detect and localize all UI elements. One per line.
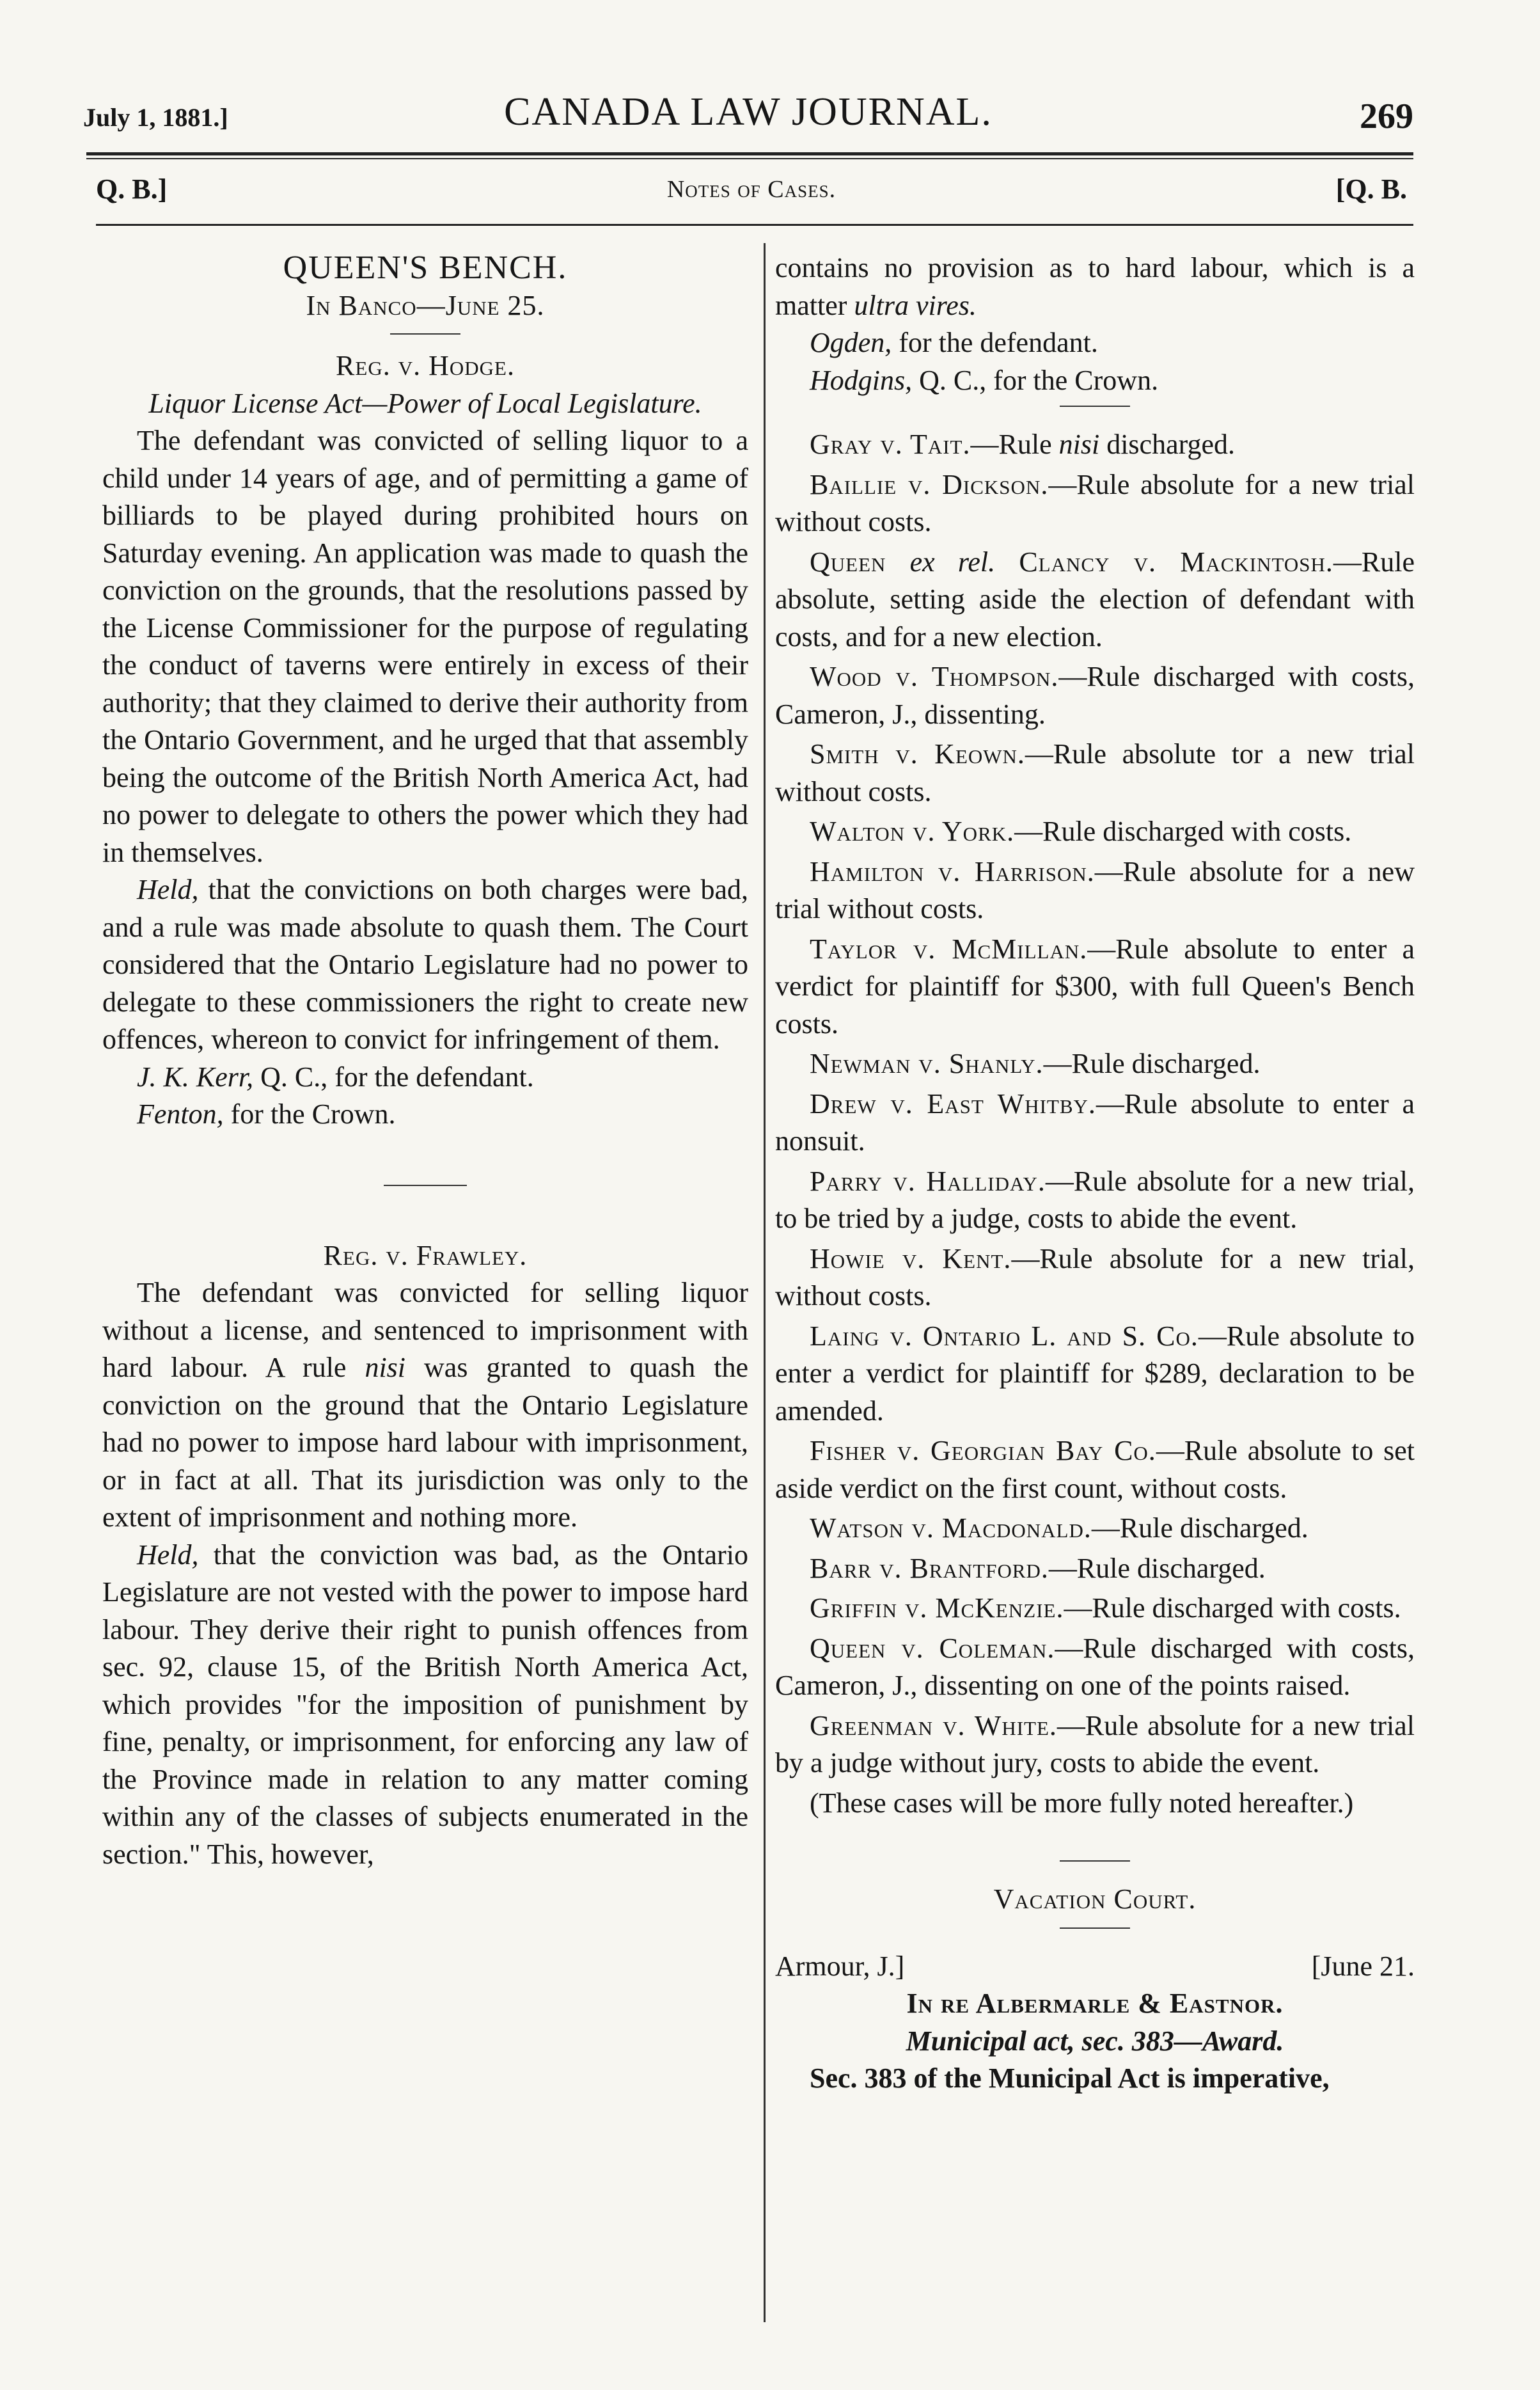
counsel-role: Q. C., for the defendant.	[253, 1061, 534, 1093]
case-entry-title: Fisher v. Georgian Bay Co.	[810, 1435, 1156, 1466]
case-entry	[775, 1318, 1415, 1430]
case-subject-hodge: Liquor License Act—Power of Local Legislature.	[148, 387, 702, 419]
counsel-role: for the Crown.	[223, 1098, 396, 1130]
court-heading: QUEEN'S BENCH.	[283, 249, 568, 286]
case-entry-ruling: —Rule absolute for a new trial without costs.	[775, 468, 1415, 537]
case-subject-albermarle: Municipal act, sec. 383—Award.	[906, 2025, 1284, 2057]
case-entry-title: Newman v. Shanly.	[810, 1048, 1044, 1079]
held-word: Held,	[137, 874, 199, 905]
note-paragraph: (These cases will be more fully noted hereafter.)	[810, 1787, 1354, 1819]
case-entry-title: Wood v. Thompson.	[810, 661, 1059, 692]
case-text: was granted to quash the conviction on the ground that the Ontario Legislature had no power to impose hard labour with imprisonment, or in fact at all. That its jurisdiction was only to the extent of imprisonment and nothing more.	[102, 1352, 748, 1533]
judge-date: [June 21.	[1311, 1950, 1415, 1982]
held-word: Held,	[137, 1539, 199, 1571]
case-entry-ruling: —Rule absolute to enter a verdict for plaintiff for $300, with full Queen's Bench costs.	[775, 933, 1415, 1040]
case-entry-title: Parry v. Halliday.	[810, 1165, 1046, 1197]
section-rule	[96, 224, 1413, 226]
right-column	[775, 249, 1415, 2098]
continuation-paragraph	[775, 249, 1415, 324]
case-entry-title: Drew v. East Whitby.	[810, 1088, 1096, 1120]
case-entry-ruling: —Rule discharged with costs.	[1064, 1592, 1401, 1624]
case-entry	[775, 1163, 1415, 1238]
case-entry-ruling: discharged.	[1099, 429, 1235, 460]
held-text: that the conviction was bad, as the Ontario Legislature are not vested with the power to impose hard labour. They derive their right to punish offences from sec. 92, clause 15, of the British North America Act, which provides "for the imposition of punishment by fine, penalty, or imprisonment, for enforcing any law of the Province made in relation to any matter coming within any of the classes of subjects enumerated in the section." This, however,	[102, 1539, 748, 1870]
case-entry	[775, 853, 1415, 928]
case-entry-title: Hamilton v. Harrison.	[810, 855, 1095, 887]
case-entry-ruling: —Rule absolute, setting aside the election of defendant with costs, and for a new election.	[775, 546, 1415, 653]
case-entry-title-italic: ex rel.	[909, 546, 996, 578]
divider	[390, 333, 460, 335]
case-entry-ruling-italic: nisi	[1058, 429, 1100, 460]
counsel-name: Fenton,	[137, 1098, 224, 1130]
case-entry-ruling: —Rule discharged.	[1048, 1552, 1266, 1584]
case-paragraph	[102, 1274, 748, 1537]
case-entry	[775, 1510, 1415, 1547]
judge-row	[775, 1948, 1415, 1986]
case-entry	[775, 658, 1415, 733]
case-entry-title: Barr v. Brantford.	[810, 1552, 1049, 1584]
case-entry-title: Queen v. Coleman.	[810, 1632, 1055, 1664]
case-paragraph: Sec. 383 of the Municipal Act is imperative,	[810, 2062, 1330, 2094]
page-number: 269	[1360, 97, 1413, 136]
case-entry-ruling: —Rule absolute tor a new trial without costs.	[775, 738, 1415, 807]
case-entry-ruling: —Rule discharged.	[1091, 1512, 1308, 1544]
court-date: In Banco—June 25.	[306, 289, 545, 321]
judge-name: Armour, J.]	[775, 1950, 905, 1982]
left-column	[102, 249, 748, 1873]
header-rule-thick	[86, 152, 1413, 155]
counsel-line	[102, 1096, 748, 1134]
case-entry-ruling: —Rule absolute for a new trial, without costs.	[775, 1242, 1415, 1311]
column-divider	[764, 243, 766, 2322]
case-entry-ruling: —Rule absolute for a new trial, to be tried by a judge, costs to abide the event.	[775, 1165, 1415, 1234]
case-entry-title: Walton v. York.	[810, 816, 1015, 847]
case-entry	[775, 466, 1415, 541]
case-entry-title: Watson v. Macdonald.	[810, 1512, 1092, 1544]
case-entry-title: Gray v. Tait.	[810, 429, 971, 460]
case-entry-ruling: —Rule discharged with costs.	[1014, 816, 1352, 847]
case-entry-title: Smith v. Keown.	[810, 738, 1025, 770]
case-list	[775, 426, 1415, 1782]
case-text: The defendant was convicted for selling liquor without a license, and sentenced to imprisonment with hard labour. A rule	[102, 1277, 748, 1383]
held-text: that the convictions on both charges were bad, and a rule was made absolute to quash them. The Court considered that the Ontario Legislature had no power to delegate to these commissioners the right to create new offences, whereon to convict for infringement of them.	[102, 874, 748, 1055]
case-held-paragraph	[102, 871, 748, 1059]
case-entry	[775, 813, 1415, 851]
case-entry-ruling: —Rule discharged with costs, Cameron, J., dissenting.	[775, 661, 1415, 730]
counsel-line	[775, 362, 1415, 400]
case-entry	[775, 1550, 1415, 1588]
case-entry	[775, 1630, 1415, 1705]
case-entry	[775, 426, 1415, 464]
section-right: [Q. B.	[1335, 173, 1407, 205]
case-entry-title: Queen	[810, 546, 910, 578]
divider	[1060, 1927, 1130, 1929]
vacation-court-heading: Vacation Court.	[993, 1883, 1197, 1915]
case-entry	[775, 1432, 1415, 1507]
case-entry-ruling: —Rule discharged with costs, Cameron, J., dissenting on one of the points raised.	[775, 1632, 1415, 1701]
counsel-role: Q. C., for the Crown.	[912, 364, 1159, 396]
section-title: Notes of Cases.	[666, 176, 837, 203]
case-entry-title: Griffin v. McKenzie.	[810, 1592, 1064, 1624]
case-entry-title: Baillie v. Dickson.	[810, 468, 1049, 500]
section-left: Q. B.]	[96, 173, 168, 205]
header-date: July 1, 1881.]	[83, 103, 228, 132]
counsel-line	[102, 1059, 748, 1096]
case-entry	[775, 1045, 1415, 1083]
case-entry-ruling: —Rule discharged.	[1043, 1048, 1261, 1079]
running-header	[83, 90, 1413, 147]
case-entry	[775, 736, 1415, 811]
case-entry-ruling: —Rule absolute for a new trial without costs.	[775, 855, 1415, 924]
case-title-frawley: Reg. v. Frawley.	[323, 1239, 528, 1271]
case-entry-ruling: —Rule absolute to enter a nonsuit.	[775, 1088, 1415, 1157]
case-title-albermarle: In re Albermarle & Eastnor.	[906, 1988, 1284, 2019]
counsel-name: Hodgins,	[810, 364, 913, 396]
case-entry-ruling: —Rule absolute to set aside verdict on the first count, without costs.	[775, 1435, 1415, 1504]
case-entry-title: Howie v. Kent.	[810, 1242, 1012, 1274]
divider	[1060, 406, 1130, 407]
journal-title: CANADA LAW JOURNAL.	[504, 90, 993, 134]
section-header	[96, 173, 1407, 211]
ultra-vires: ultra vires.	[854, 289, 977, 321]
case-entry-title: Clancy v. Mackintosh.	[995, 546, 1333, 578]
case-entry-ruling: —Rule absolute for a new trial by a judge without jury, costs to abide the event.	[775, 1709, 1415, 1778]
case-entry	[775, 1240, 1415, 1315]
case-entry	[775, 1086, 1415, 1160]
counsel-name: Ogden,	[810, 327, 892, 358]
case-held-paragraph	[102, 1537, 748, 1874]
divider	[1060, 1860, 1130, 1862]
case-text: contains no provision as to hard labour, which is a matter	[775, 252, 1415, 321]
case-entry	[775, 1707, 1415, 1782]
counsel-role: for the defendant.	[892, 327, 1098, 358]
counsel-name: J. K. Kerr,	[137, 1061, 254, 1093]
counsel-line	[775, 324, 1415, 362]
case-entry	[775, 1590, 1415, 1627]
nisi-word: nisi	[365, 1352, 406, 1383]
case-paragraph: The defendant was convicted of selling liquor to a child under 14 years of age, and of permitting a game of billiards to be played during prohibited hours on Saturday evening. An application was made to quash the conviction on the grounds, that the resolutions passed by the License Commissioner for the purpose of regulating the conduct of taverns were entirely in excess of their authority; that they claimed to derive their authority from the Ontario Government, and he urged that that assembly being the outcome of the British North America Act, had no power to delegate to others the power which they had in themselves.	[102, 425, 748, 868]
case-entry-ruling: —Rule	[970, 429, 1059, 460]
divider	[384, 1185, 467, 1186]
case-entry-title: Greenman v. White.	[810, 1709, 1057, 1741]
case-entry	[775, 931, 1415, 1043]
case-entry-title: Taylor v. McMillan.	[810, 933, 1088, 965]
header-rule-thin	[86, 158, 1413, 159]
case-title-hodge: Reg. v. Hodge.	[336, 350, 515, 381]
case-entry-ruling: —Rule absolute to enter a verdict for plaintiff for $289, declaration to be amended.	[775, 1320, 1415, 1427]
case-entry-title: Laing v. Ontario L. and S. Co.	[810, 1320, 1198, 1352]
case-entry	[775, 544, 1415, 656]
